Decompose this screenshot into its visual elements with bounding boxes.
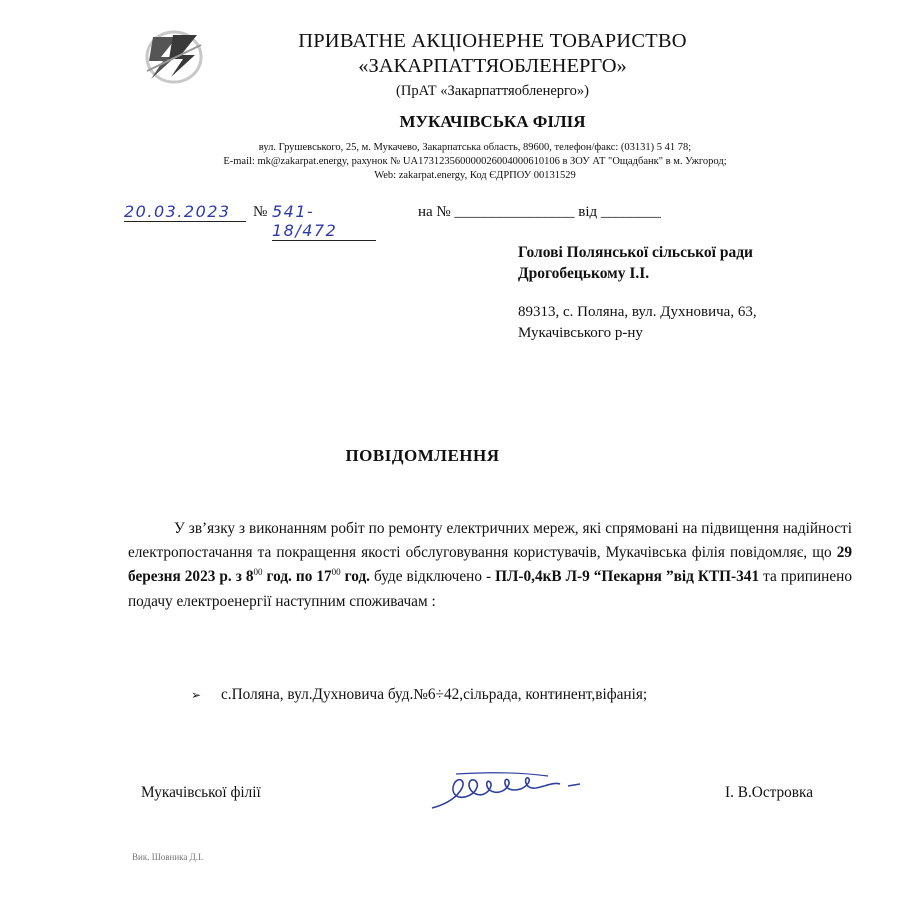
- outgoing-number-field: [272, 202, 376, 241]
- notice-paragraph: [128, 517, 852, 614]
- signatory-name: І. В.Островка: [725, 784, 813, 801]
- address-line2: E-mail: mk@zakarpat.energy, рахунок № UA173123560000026004000610106 в ЗОУ АТ "Ощадбанк" в м. Ужгород;: [223, 156, 727, 167]
- company-logo-icon: [143, 27, 205, 85]
- company-name-line2: «ЗАКАРПАТТЯОБЛЕНЕРГО»: [358, 55, 627, 77]
- incoming-number-label: на №: [418, 204, 451, 220]
- notice-text-disconnect: буде відключено -: [370, 568, 496, 586]
- recipient-block: [518, 242, 753, 284]
- incoming-ref: [418, 204, 661, 221]
- outgoing-date-field: [124, 202, 249, 222]
- outgoing-number: 541-18/472: [272, 202, 376, 241]
- recipient-title: Голові Полянської сільської ради: [518, 244, 753, 261]
- notice-power-line: ПЛ-0,4кВ Л-9 “Пекарня ”від КТП-341: [495, 568, 760, 586]
- notice-time-end: год. по 17: [262, 568, 332, 586]
- notice-body: [128, 517, 852, 614]
- recipient-address-line2: Мукачівського р-ну: [518, 325, 643, 341]
- branch-name: МУКАЧІВСЬКА ФІЛІЯ: [399, 112, 586, 131]
- address-line3: Web: zakarpat.energy, Код ЄДРПОУ 00131529: [374, 170, 576, 181]
- incoming-date-blank: ________: [600, 204, 661, 220]
- signatory-position: Мукачівської філії: [141, 784, 261, 801]
- consumer-list-item: [191, 686, 647, 704]
- notice-text-consumers: та припинено подачу електроенергії наступним споживачам :: [128, 568, 852, 610]
- consumer-list-text: с.Поляна, вул.Духновича буд.№6÷42,сільрада, континент,віфанія;: [221, 686, 648, 703]
- notice-text-intro: У зв’язку з виконанням робіт по ремонту електричних мереж, які спрямовані на підвищення надійності електропостачання та покращення якості обслуговування користувачів, Мукачівська філія повідомляє, що: [128, 520, 852, 562]
- company-name-line1: ПРИВАТНЕ АКЦІОНЕРНЕ ТОВАРИСТВО: [298, 30, 687, 52]
- address-line1: вул. Грушевського, 25, м. Мукачево, Закарпатська область, 89600, телефон/факс: (03131) 5 41 78;: [258, 142, 692, 153]
- outgoing-number-label: №: [253, 204, 268, 220]
- recipient-address-line1: 89313, с. Поляна, вул. Духновича, 63,: [518, 304, 757, 320]
- incoming-date-label: від: [578, 204, 598, 220]
- arrow-bullet-icon: ➢: [191, 688, 202, 702]
- notice-time-unit: год.: [340, 568, 371, 586]
- notice-time-start-minutes: 00: [253, 567, 263, 578]
- company-short-name: (ПрАТ «Закарпаттяобленерго»): [396, 83, 589, 99]
- notice-time-end-minutes: 00: [331, 567, 341, 578]
- handwritten-signature-icon: [428, 766, 598, 816]
- outgoing-date: 20.03.2023: [124, 202, 246, 222]
- notice-date-start: 29 березня 2023 р. з 8: [128, 544, 852, 586]
- executor-note: Вик. Шовника Д.І.: [132, 852, 204, 862]
- recipient-address-block: [518, 302, 757, 344]
- incoming-number-blank: ________________: [454, 204, 575, 220]
- recipient-name: Дрогобецькому І.І.: [518, 265, 650, 282]
- notice-title: ПОВІДОМЛЕННЯ: [345, 446, 500, 465]
